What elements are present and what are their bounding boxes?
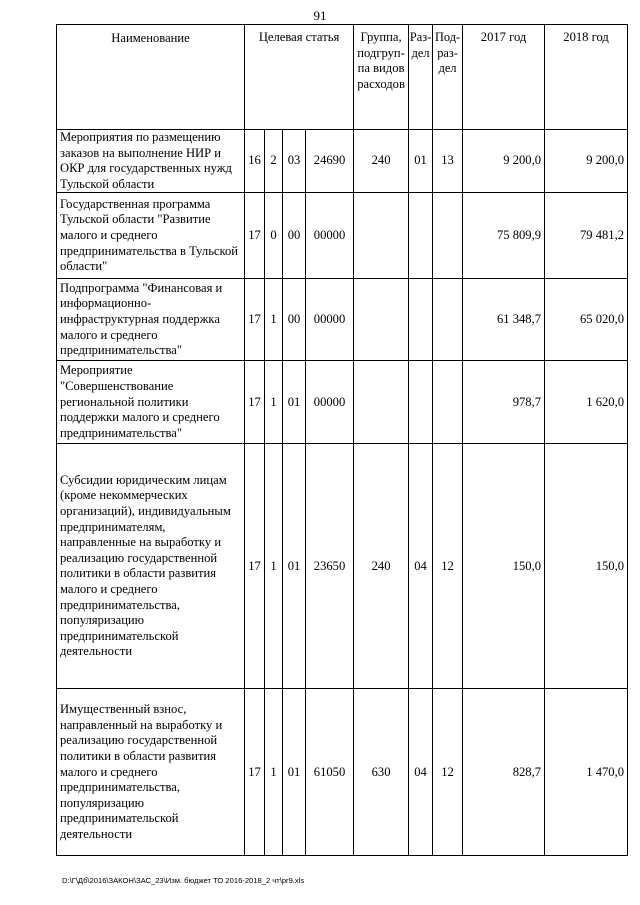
row-name: Имущественный взнос, направленный на выработку и реализацию государственной политики в области развития малого и среднего предпринимательства, популяризацию предпринимательской деятельности <box>57 689 245 856</box>
code-direction: 61050 <box>306 689 354 856</box>
code-direction: 23650 <box>306 444 354 689</box>
code-direction: 00000 <box>306 361 354 444</box>
amount-2017: 61 348,7 <box>463 279 545 361</box>
subsection: 12 <box>433 689 463 856</box>
expense-group: 240 <box>354 130 409 193</box>
subsection <box>433 279 463 361</box>
header-section: Раз-дел <box>409 25 433 130</box>
code-event: 01 <box>283 361 306 444</box>
code-subprogram: 1 <box>265 689 283 856</box>
section <box>409 279 433 361</box>
expense-group: 630 <box>354 689 409 856</box>
header-row <box>57 25 628 130</box>
code-direction: 24690 <box>306 130 354 193</box>
row-name: Подпрограмма "Финансовая и информационно-инфраструктурная поддержка малого и среднего предпринимательства" <box>57 279 245 361</box>
section <box>409 361 433 444</box>
code-program: 17 <box>245 689 265 856</box>
amount-2017: 9 200,0 <box>463 130 545 193</box>
code-direction: 00000 <box>306 279 354 361</box>
code-subprogram: 1 <box>265 279 283 361</box>
section: 04 <box>409 444 433 689</box>
expense-group <box>354 193 409 279</box>
subsection: 13 <box>433 130 463 193</box>
header-target-article: Целевая статья <box>245 25 354 130</box>
code-subprogram: 1 <box>265 444 283 689</box>
section <box>409 193 433 279</box>
subsection <box>433 361 463 444</box>
row-name: Субсидии юридическим лицам (кроме некоммерческих организаций), индивидуальным предпринимателям, направленные на выработку и реализацию государственной политики в области развития малого и среднего предпринимательства, популяризацию предпринимательской деятельности <box>57 444 245 689</box>
header-subsection: Под-раз-дел <box>433 25 463 130</box>
expense-group <box>354 279 409 361</box>
budget-table <box>56 24 628 856</box>
amount-2018: 1 470,0 <box>545 689 628 856</box>
code-program: 17 <box>245 279 265 361</box>
row-name: Государственная программа Тульской области "Развитие малого и среднего предпринимательства в Тульской области" <box>57 193 245 279</box>
amount-2017: 150,0 <box>463 444 545 689</box>
amount-2017: 75 809,9 <box>463 193 545 279</box>
row-name: Мероприятия по размещению заказов на выполнение НИР и ОКР для государственных нужд Тульской области <box>57 130 245 193</box>
amount-2018: 9 200,0 <box>545 130 628 193</box>
code-subprogram: 2 <box>265 130 283 193</box>
code-event: 00 <box>283 193 306 279</box>
header-2017: 2017 год <box>463 25 545 130</box>
code-event: 03 <box>283 130 306 193</box>
amount-2018: 150,0 <box>545 444 628 689</box>
page-number: 91 <box>313 8 327 23</box>
table-row <box>57 130 628 193</box>
subsection <box>433 193 463 279</box>
code-event: 00 <box>283 279 306 361</box>
table-row <box>57 193 628 279</box>
amount-2017: 978,7 <box>463 361 545 444</box>
table-row <box>57 361 628 444</box>
amount-2018: 79 481,2 <box>545 193 628 279</box>
code-subprogram: 1 <box>265 361 283 444</box>
code-program: 17 <box>245 361 265 444</box>
section: 04 <box>409 689 433 856</box>
code-direction: 00000 <box>306 193 354 279</box>
expense-group <box>354 361 409 444</box>
row-name: Мероприятие "Совершенствование региональной политики поддержки малого и среднего предпринимательства" <box>57 361 245 444</box>
expense-group: 240 <box>354 444 409 689</box>
table-row <box>57 444 628 689</box>
code-program: 16 <box>245 130 265 193</box>
table-row <box>57 279 628 361</box>
code-subprogram: 0 <box>265 193 283 279</box>
file-path-footer: D:\Г\Дб\2016\ЗАКОН\ЗАС_23\Изм. бюджет ТО 2016-2018_2 чт\pr9.xls <box>62 876 305 885</box>
code-program: 17 <box>245 193 265 279</box>
amount-2017: 828,7 <box>463 689 545 856</box>
header-2018: 2018 год <box>545 25 628 130</box>
code-event: 01 <box>283 444 306 689</box>
table-row <box>57 689 628 856</box>
amount-2018: 1 620,0 <box>545 361 628 444</box>
header-group: Группа, подгруп-па видов расходов <box>354 25 409 130</box>
subsection: 12 <box>433 444 463 689</box>
header-name: Наименование <box>57 25 245 130</box>
amount-2018: 65 020,0 <box>545 279 628 361</box>
code-event: 01 <box>283 689 306 856</box>
section: 01 <box>409 130 433 193</box>
code-program: 17 <box>245 444 265 689</box>
